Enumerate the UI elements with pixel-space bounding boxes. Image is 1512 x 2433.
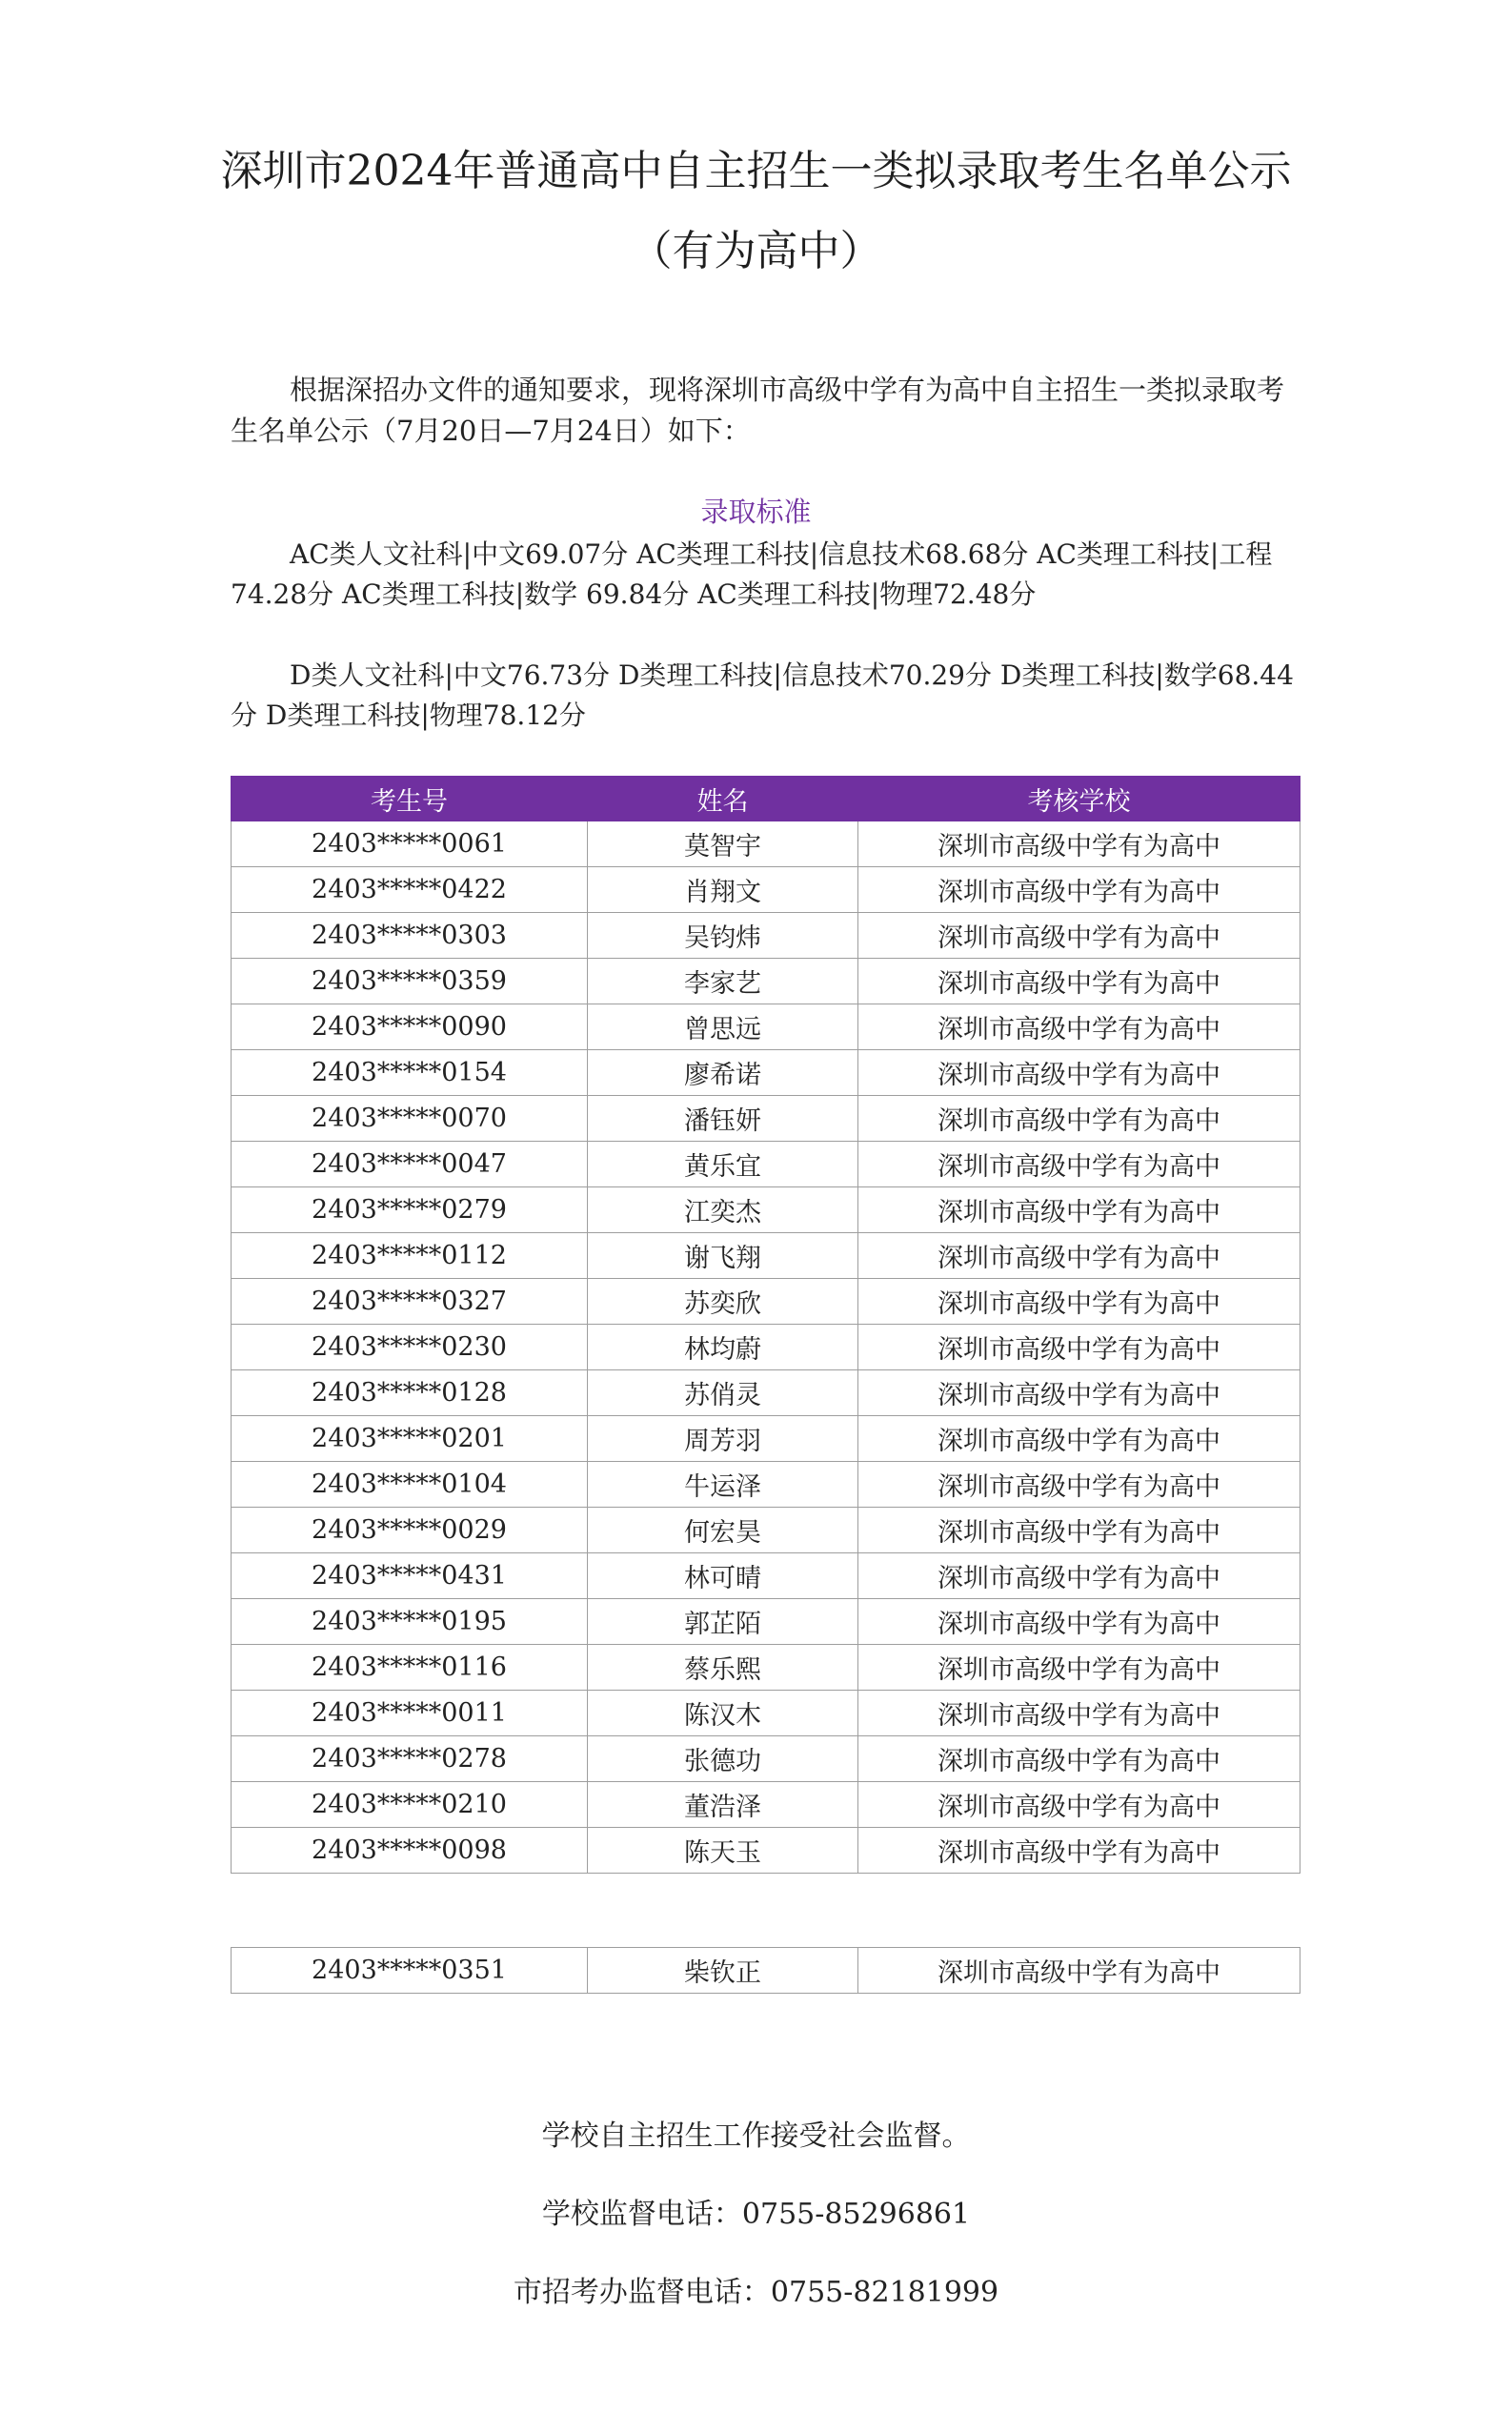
cell-candidate-id: 2403*****0154 bbox=[232, 1050, 588, 1096]
cell-candidate-id: 2403*****0061 bbox=[232, 821, 588, 867]
cell-school: 深圳市高级中学有为高中 bbox=[858, 1782, 1300, 1828]
cell-name: 董浩泽 bbox=[588, 1782, 858, 1828]
cell-name: 陈天玉 bbox=[588, 1828, 858, 1874]
cell-school: 深圳市高级中学有为高中 bbox=[858, 959, 1300, 1004]
header-name: 姓名 bbox=[588, 777, 858, 821]
cell-name: 林均蔚 bbox=[588, 1325, 858, 1370]
cell-candidate-id: 2403*****0116 bbox=[232, 1645, 588, 1691]
admission-table bbox=[231, 776, 1300, 1874]
table-row bbox=[232, 1370, 1300, 1416]
cell-school: 深圳市高级中学有为高中 bbox=[858, 1142, 1300, 1187]
cell-school: 深圳市高级中学有为高中 bbox=[858, 1370, 1300, 1416]
standards-d-paragraph: D类人文社科|中文76.73分 D类理工科技|信息技术70.29分 D类理工科技|数学68.44分 D类理工科技|物理78.12分 bbox=[231, 659, 1294, 731]
cell-school: 深圳市高级中学有为高中 bbox=[858, 1233, 1300, 1279]
cell-school: 深圳市高级中学有为高中 bbox=[858, 1691, 1300, 1736]
table-row bbox=[232, 821, 1300, 867]
table-row bbox=[232, 1279, 1300, 1325]
cell-candidate-id: 2403*****0327 bbox=[232, 1279, 588, 1325]
table-row bbox=[232, 1416, 1300, 1462]
cell-candidate-id: 2403*****0303 bbox=[232, 913, 588, 959]
cell-school: 深圳市高级中学有为高中 bbox=[858, 1096, 1300, 1142]
admission-table-extra bbox=[231, 1947, 1300, 1994]
page-subtitle: （有为高中） bbox=[630, 227, 882, 275]
cell-candidate-id: 2403*****0278 bbox=[232, 1736, 588, 1782]
footer-school-phone: 学校监督电话：0755-85296861 bbox=[541, 2198, 971, 2231]
table-header-row bbox=[232, 777, 1300, 821]
table-row bbox=[232, 959, 1300, 1004]
cell-candidate-id: 2403*****0011 bbox=[232, 1691, 588, 1736]
cell-school: 深圳市高级中学有为高中 bbox=[858, 913, 1300, 959]
footer-supervision-note: 学校自主招生工作接受社会监督。 bbox=[541, 2119, 971, 2153]
cell-name: 郭芷陌 bbox=[588, 1599, 858, 1645]
cell-candidate-id: 2403*****0230 bbox=[232, 1325, 588, 1370]
cell-candidate-id: 2403*****0422 bbox=[232, 867, 588, 913]
table-row bbox=[232, 1599, 1300, 1645]
cell-name: 吴钧炜 bbox=[588, 913, 858, 959]
cell-candidate-id: 2403*****0210 bbox=[232, 1782, 588, 1828]
cell-candidate-id: 2403*****0104 bbox=[232, 1462, 588, 1508]
cell-name: 蔡乐熙 bbox=[588, 1645, 858, 1691]
table-row bbox=[232, 1004, 1300, 1050]
cell-school: 深圳市高级中学有为高中 bbox=[858, 1462, 1300, 1508]
cell-school: 深圳市高级中学有为高中 bbox=[858, 1645, 1300, 1691]
cell-name: 江奕杰 bbox=[588, 1187, 858, 1233]
cell-name: 苏奕欣 bbox=[588, 1279, 858, 1325]
table-row bbox=[232, 913, 1300, 959]
cell-school: 深圳市高级中学有为高中 bbox=[858, 1004, 1300, 1050]
cell-candidate-id: 2403*****0431 bbox=[232, 1553, 588, 1599]
table-row bbox=[232, 1462, 1300, 1508]
cell-candidate-id: 2403*****0112 bbox=[232, 1233, 588, 1279]
table-row bbox=[232, 1553, 1300, 1599]
cell-name: 苏俏灵 bbox=[588, 1370, 858, 1416]
cell-candidate-id: 2403*****0128 bbox=[232, 1370, 588, 1416]
table-row bbox=[232, 1645, 1300, 1691]
cell-candidate-id: 2403*****0090 bbox=[232, 1004, 588, 1050]
footer-office-phone: 市招考办监督电话：0755-82181999 bbox=[513, 2276, 999, 2309]
cell-name: 柴钦正 bbox=[588, 1948, 858, 1994]
page-title: 深圳市2024年普通高中自主招生一类拟录取考生名单公示 bbox=[220, 147, 1292, 195]
table-row bbox=[232, 1691, 1300, 1736]
cell-candidate-id: 2403*****0201 bbox=[232, 1416, 588, 1462]
cell-school: 深圳市高级中学有为高中 bbox=[858, 1553, 1300, 1599]
cell-school: 深圳市高级中学有为高中 bbox=[858, 1050, 1300, 1096]
table-body-extra bbox=[232, 1948, 1300, 1994]
table-row bbox=[232, 1782, 1300, 1828]
cell-candidate-id: 2403*****0070 bbox=[232, 1096, 588, 1142]
cell-school: 深圳市高级中学有为高中 bbox=[858, 1828, 1300, 1874]
cell-candidate-id: 2403*****0098 bbox=[232, 1828, 588, 1874]
table-body bbox=[232, 821, 1300, 1874]
standards-heading: 录取标准 bbox=[700, 496, 812, 528]
cell-candidate-id: 2403*****0029 bbox=[232, 1508, 588, 1553]
standards-ac-paragraph: AC类人文社科|中文69.07分 AC类理工科技|信息技术68.68分 AC类理工科技|工程74.28分 AC类理工科技|数学 69.84分 AC类理工科技|物理72.48分 bbox=[231, 538, 1273, 610]
table-row bbox=[232, 1096, 1300, 1142]
table-row bbox=[232, 1233, 1300, 1279]
cell-school: 深圳市高级中学有为高中 bbox=[858, 1599, 1300, 1645]
cell-name: 周芳羽 bbox=[588, 1416, 858, 1462]
cell-name: 林可晴 bbox=[588, 1553, 858, 1599]
cell-school: 深圳市高级中学有为高中 bbox=[858, 1736, 1300, 1782]
cell-school: 深圳市高级中学有为高中 bbox=[858, 1508, 1300, 1553]
cell-name: 陈汉木 bbox=[588, 1691, 858, 1736]
table-row bbox=[232, 1050, 1300, 1096]
header-school: 考核学校 bbox=[858, 777, 1300, 821]
cell-candidate-id: 2403*****0351 bbox=[232, 1948, 588, 1994]
table-row bbox=[232, 1325, 1300, 1370]
cell-name: 何宏昊 bbox=[588, 1508, 858, 1553]
cell-school: 深圳市高级中学有为高中 bbox=[858, 1416, 1300, 1462]
table-row bbox=[232, 1828, 1300, 1874]
cell-school: 深圳市高级中学有为高中 bbox=[858, 821, 1300, 867]
cell-name: 廖希诺 bbox=[588, 1050, 858, 1096]
table-row bbox=[232, 1948, 1300, 1994]
header-candidate-id: 考生号 bbox=[232, 777, 588, 821]
cell-candidate-id: 2403*****0279 bbox=[232, 1187, 588, 1233]
cell-name: 莫智宇 bbox=[588, 821, 858, 867]
cell-candidate-id: 2403*****0359 bbox=[232, 959, 588, 1004]
cell-candidate-id: 2403*****0047 bbox=[232, 1142, 588, 1187]
cell-school: 深圳市高级中学有为高中 bbox=[858, 1948, 1300, 1994]
cell-name: 牛运泽 bbox=[588, 1462, 858, 1508]
cell-name: 张德功 bbox=[588, 1736, 858, 1782]
cell-name: 肖翔文 bbox=[588, 867, 858, 913]
cell-name: 黄乐宜 bbox=[588, 1142, 858, 1187]
cell-candidate-id: 2403*****0195 bbox=[232, 1599, 588, 1645]
cell-school: 深圳市高级中学有为高中 bbox=[858, 1187, 1300, 1233]
cell-name: 李家艺 bbox=[588, 959, 858, 1004]
table-row bbox=[232, 1508, 1300, 1553]
cell-school: 深圳市高级中学有为高中 bbox=[858, 867, 1300, 913]
table-row bbox=[232, 1187, 1300, 1233]
cell-school: 深圳市高级中学有为高中 bbox=[858, 1325, 1300, 1370]
cell-name: 曾思远 bbox=[588, 1004, 858, 1050]
cell-name: 谢飞翔 bbox=[588, 1233, 858, 1279]
cell-name: 潘钰妍 bbox=[588, 1096, 858, 1142]
table-row bbox=[232, 867, 1300, 913]
table-row bbox=[232, 1142, 1300, 1187]
table-row bbox=[232, 1736, 1300, 1782]
cell-school: 深圳市高级中学有为高中 bbox=[858, 1279, 1300, 1325]
intro-paragraph: 根据深招办文件的通知要求，现将深圳市高级中学有为高中自主招生一类拟录取考生名单公示（7月20日—7月24日）如下： bbox=[231, 374, 1285, 447]
